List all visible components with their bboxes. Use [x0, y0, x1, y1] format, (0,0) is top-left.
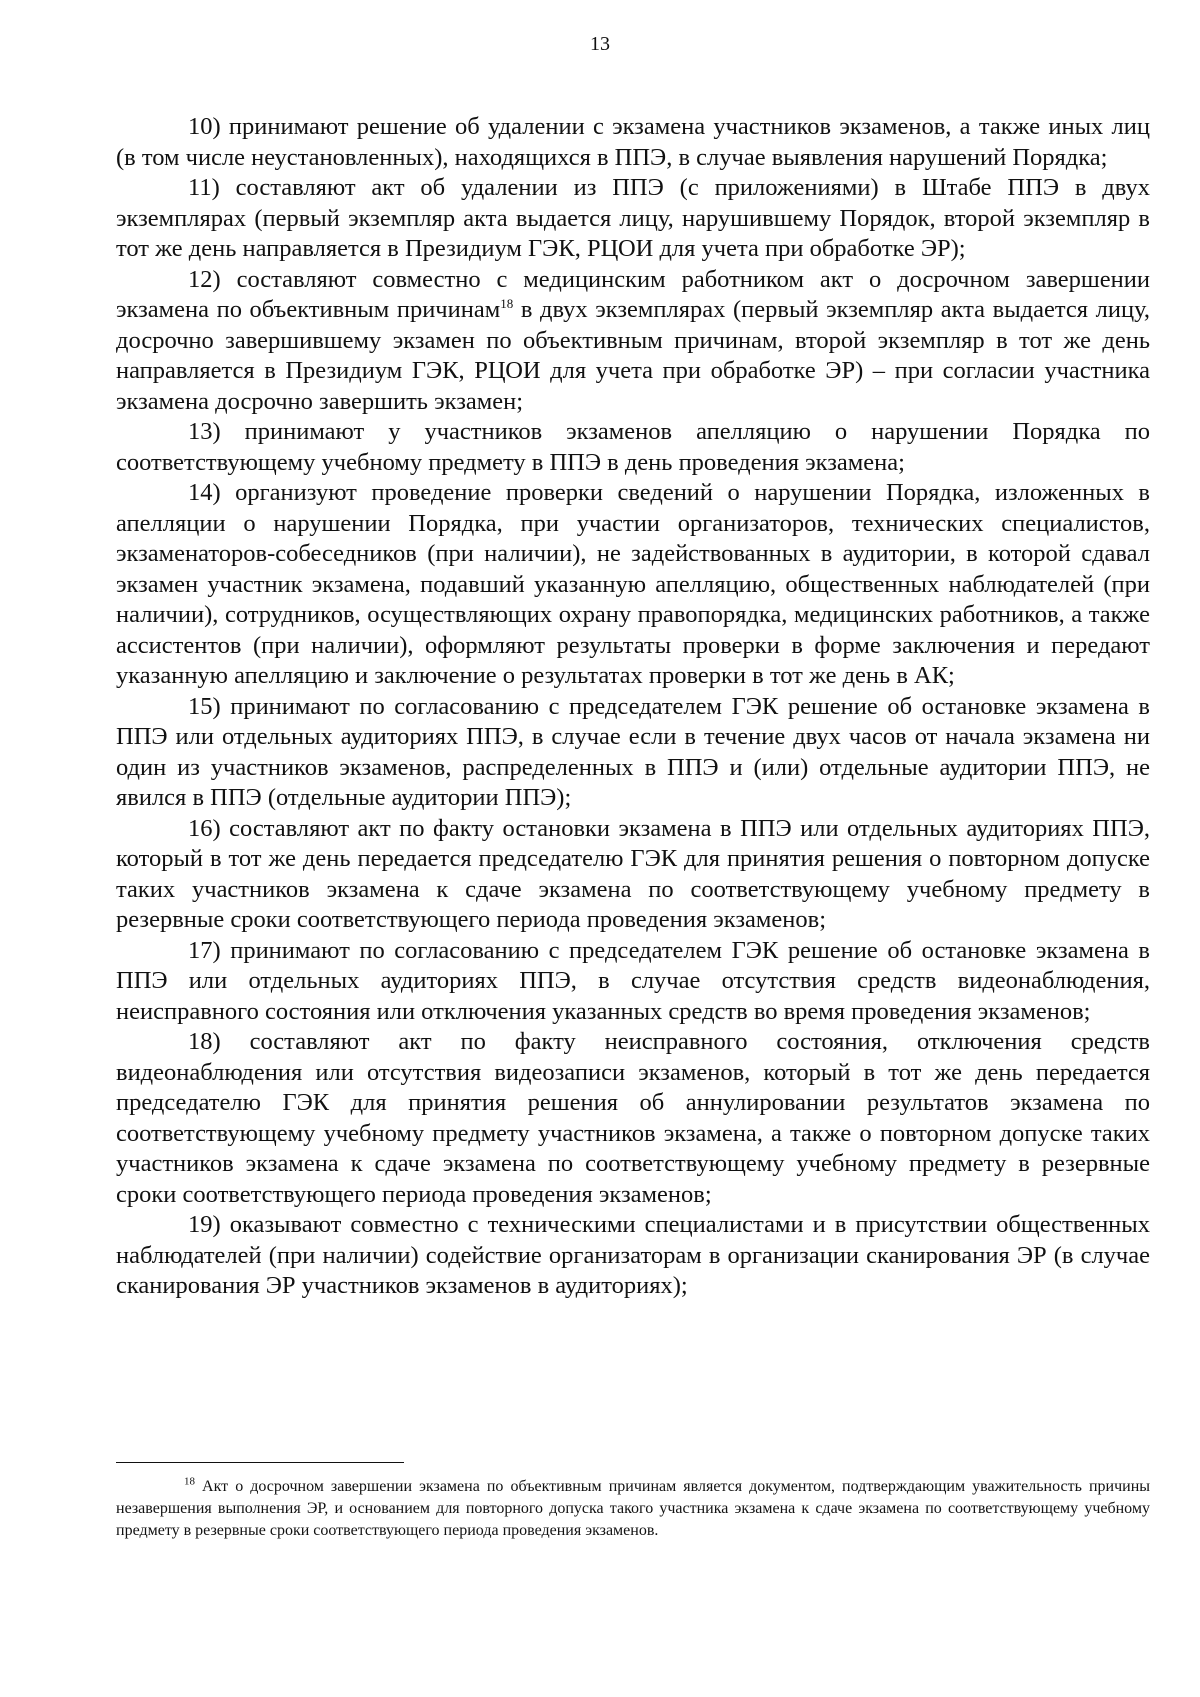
footnote-number: 18: [184, 1475, 195, 1488]
footnote: [116, 1476, 1150, 1542]
paragraph-item-13: 13) принимают у участников экзаменов апелляцию о нарушении Порядка по соответствующему учебному предмету в ППЭ в день проведения экзамена;: [116, 418, 1150, 476]
paragraph-item-14: 14) организуют проведение проверки сведений о нарушении Порядка, изложенных в апелляции о нарушении Порядка, при участии организаторов, технических специалистов, экзаменаторов-собеседников (при наличии), не задействованных в аудитории, в которой сдавал экзамен участник экзамена, подавший указанную апелляцию, общественных наблюдателей (при наличии), сотрудников, осуществляющих охрану правопорядка, медицинских работников, а также ассистентов (при наличии), оформляют результаты проверки в форме заключения и передают указанную апелляцию и заключение о результатах проверки в тот же день в АК;: [116, 479, 1150, 689]
paragraph-item-12-text-end: в двух экземплярах (первый экземпляр акта выдается лицу, досрочно завершившему экзамен по объективным причинам, второй экземпляр в тот же день направляется в Президиум ГЭК, РЦОИ для учета при обработке ЭР) – при согласии участника экзамена досрочно завершить экзамен;: [116, 296, 1150, 415]
paragraph-item-10: 10) принимают решение об удалении с экзамена участников экзаменов, а также иных лиц (в том числе неустановленных), находящихся в ППЭ, в случае выявления нарушений Порядка;: [116, 113, 1150, 171]
paragraph-item-16: 16) составляют акт по факту остановки экзамена в ППЭ или отдельных аудиториях ППЭ, который в тот же день передается председателю ГЭК для принятия решения о повторном допуске таких участников экзамена к сдаче экзамена по соответствующему учебному предмету в резервные сроки соответствующего периода проведения экзаменов;: [116, 814, 1150, 933]
paragraph-item-11: 11) составляют акт об удалении из ППЭ (с приложениями) в Штабе ППЭ в двух экземплярах (первый экземпляр акта выдается лицу, нарушившему Порядок, второй экземпляр в тот же день направляется в Президиум ГЭК, РЦОИ для учета при обработке ЭР);: [116, 174, 1150, 262]
paragraph-item-15: 15) принимают по согласованию с председателем ГЭК решение об остановке экзамена в ППЭ или отдельных аудиториях ППЭ, в случае если в течение двух часов от начала экзамена ни один из участников экзаменов, распределенных в ППЭ и (или) отдельные аудитории ППЭ, не явился в ППЭ (отдельные аудитории ППЭ);: [116, 692, 1150, 811]
footnote-separator: [116, 1462, 404, 1463]
paragraph-item-12: [116, 265, 1150, 418]
page-number: 13: [590, 33, 610, 55]
footnote-text: Акт о досрочном завершении экзамена по объективным причинам является документом, подтверждающим уважительность причины незавершения выполнения ЭР, и основанием для повторного допуска такого участника экзамена к сдаче экзамена по соответствующему учебному предмету в резервные сроки соответствующего периода проведения экзаменов.: [116, 1478, 1150, 1539]
paragraph-item-19: 19) оказывают совместно с техническими специалистами и в присутствии общественных наблюдателей (при наличии) содействие организаторам в организации сканирования ЭР (в случае сканирования ЭР участников экзаменов в аудиториях);: [116, 1211, 1150, 1299]
paragraph-item-18: 18) составляют акт по факту неисправного состояния, отключения средств видеонаблюдения или отсутствия видеозаписи экзаменов, который в тот же день передается председателю ГЭК для принятия решения об аннулировании результатов экзамена по соответствующему учебному предмету участников экзамена, а также о повторном допуске таких участников экзамена к сдаче экзамена по соответствующему учебному предмету в резервные сроки соответствующего периода проведения экзаменов;: [116, 1028, 1150, 1208]
paragraph-item-12-text-start: 12) составляют совместно с медицинским работником акт о досрочном завершении экзамена по объективным причинам: [116, 265, 1150, 323]
document-body: [116, 112, 1150, 1302]
footnote-reference: 18: [500, 295, 514, 311]
paragraph-item-17: 17) принимают по согласованию с председателем ГЭК решение об остановке экзамена в ППЭ или отдельных аудиториях ППЭ, в случае отсутствия средств видеонаблюдения, неисправного состояния или отключения указанных средств во время проведения экзаменов;: [116, 936, 1150, 1025]
